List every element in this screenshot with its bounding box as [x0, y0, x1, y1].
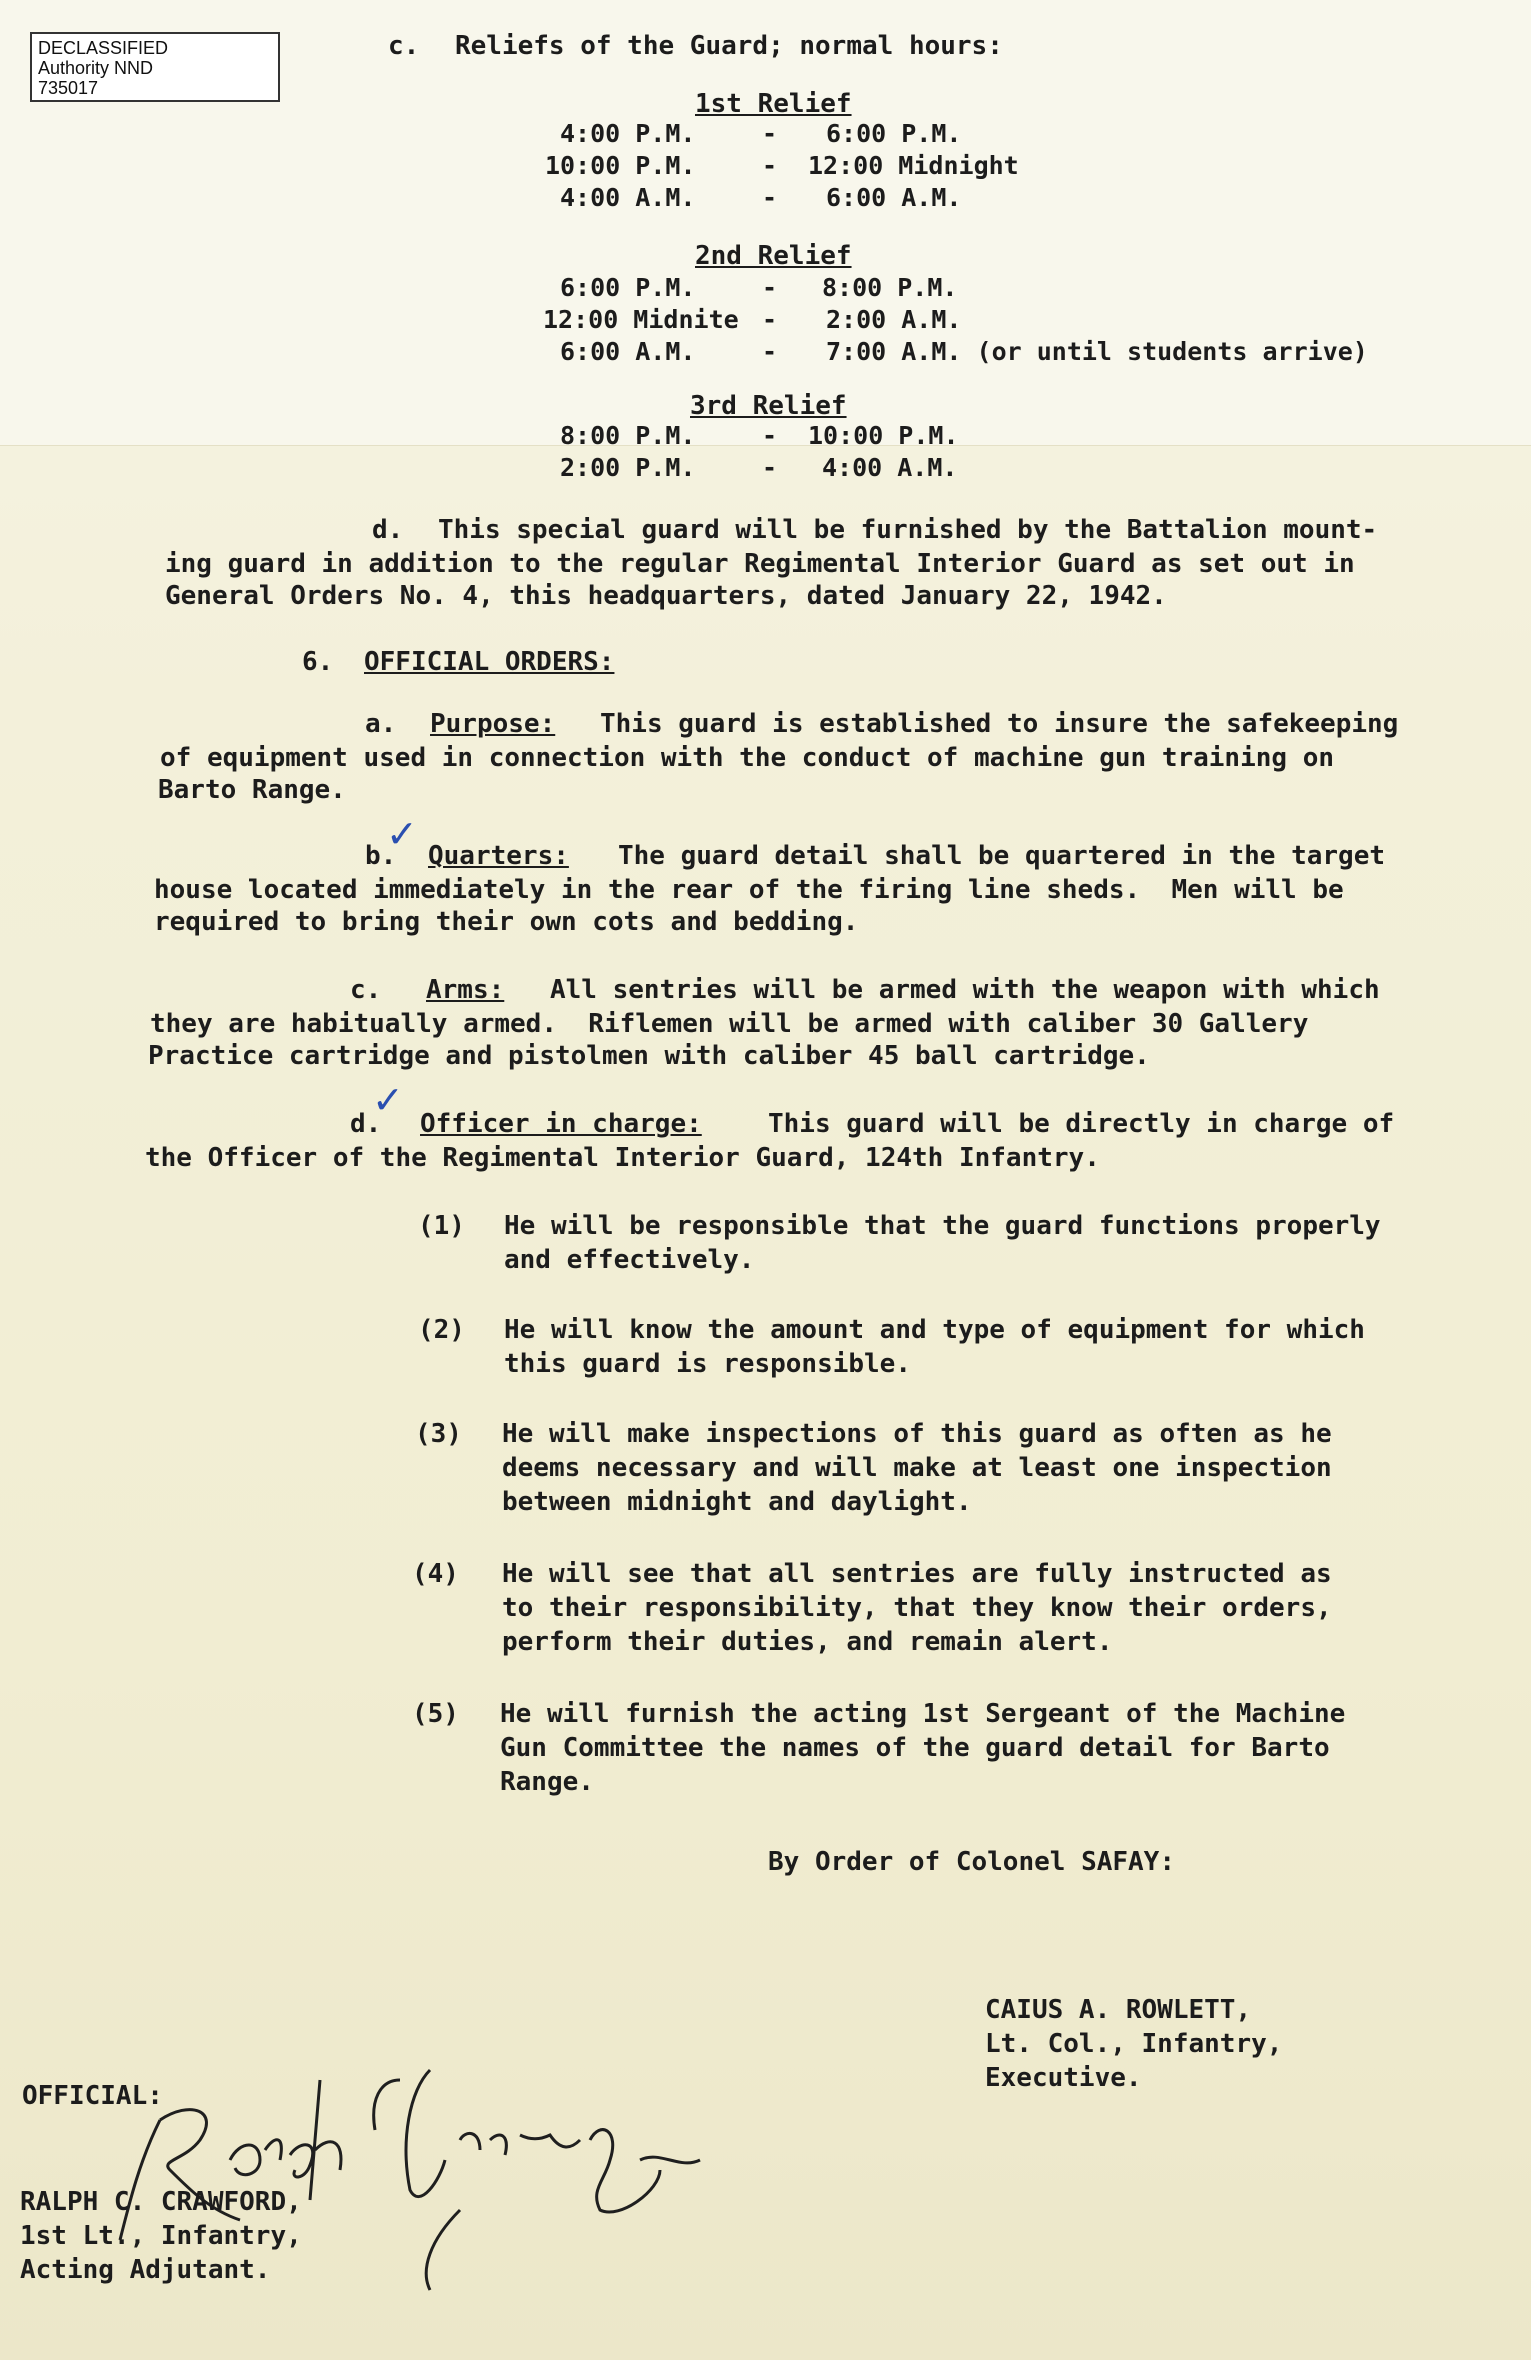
section-6-number: 6.: [302, 647, 334, 677]
relief-1-row-2-dash: -: [762, 151, 778, 180]
checkmark-icon: ✓: [372, 1078, 404, 1122]
official-title: Acting Adjutant.: [20, 2255, 271, 2285]
arms-line-1: All sentries will be armed with the weapon with which: [550, 975, 1380, 1005]
stamp-line-2: Authority NND: [38, 58, 154, 78]
checkmark-icon: ✓: [386, 812, 418, 856]
arms-line-3: Practice cartridge and pistolmen with caliber 45 ball cartridge.: [148, 1041, 1150, 1071]
relief-1-row-1-dash: -: [762, 119, 778, 148]
executive-rank: Lt. Col., Infantry,: [985, 2029, 1283, 2059]
stamp-line-1: DECLASSIFIED: [38, 38, 169, 58]
quarters-label: Quarters:: [428, 841, 569, 871]
relief-3-row-1-from: 8:00 P.M.: [560, 421, 696, 450]
para-d-line-1: This special guard will be furnished by the Battalion mount-: [438, 515, 1378, 545]
arms-line-2: they are habitually armed. Riflemen will be armed with caliber 30 Gallery: [150, 1009, 1309, 1039]
official-label: OFFICIAL:: [22, 2081, 163, 2111]
relief-3-row-2-from: 2:00 P.M.: [560, 453, 696, 482]
quarters-line-1: The guard detail shall be quartered in the target: [618, 841, 1386, 871]
relief-2-row-1-from: 6:00 P.M.: [560, 273, 696, 302]
relief-3-row-1-to: 10:00 P.M.: [808, 421, 959, 450]
relief-2-row-3-dash: -: [762, 337, 778, 366]
item-3-number: (3): [415, 1419, 462, 1449]
purpose-line-1: This guard is established to insure the safekeeping: [600, 709, 1399, 739]
relief-1-row-1-from: 4:00 P.M.: [560, 119, 696, 148]
relief-1-row-2-from: 10:00 P.M.: [545, 151, 696, 180]
item-2-line-2: this guard is responsible.: [504, 1349, 911, 1379]
reliefs-letter: c.: [388, 31, 420, 61]
item-1-line-1: He will be responsible that the guard functions properly: [504, 1211, 1381, 1241]
relief-2-row-2-to: 2:00 A.M.: [826, 305, 962, 334]
item-1-number: (1): [418, 1211, 465, 1241]
relief-3-row-2-to: 4:00 A.M.: [822, 453, 958, 482]
relief-3-title: 3rd Relief: [690, 391, 847, 421]
item-4-line-2: to their responsibility, that they know their orders,: [502, 1593, 1332, 1623]
relief-2-title: 2nd Relief: [695, 241, 852, 271]
officer-line-1: This guard will be directly in charge of: [768, 1109, 1395, 1139]
relief-1-row-2-to: 12:00 Midnight: [808, 151, 1019, 180]
purpose-label: Purpose:: [430, 709, 556, 739]
relief-2-row-3-to: 7:00 A.M. (or until students arrive): [826, 337, 1368, 366]
arms-letter: c.: [350, 975, 382, 1005]
section-6-title: OFFICIAL ORDERS:: [364, 647, 615, 677]
purpose-line-3: Barto Range.: [158, 775, 346, 805]
relief-2-row-1-to: 8:00 P.M.: [822, 273, 958, 302]
quarters-letter: b.: [365, 841, 397, 871]
para-d-line-2: ing guard in addition to the regular Regimental Interior Guard as set out in: [165, 549, 1355, 579]
officer-label: Officer in charge:: [420, 1109, 702, 1139]
relief-2-row-2-dash: -: [762, 305, 778, 334]
reliefs-heading: Reliefs of the Guard; normal hours:: [455, 31, 1003, 61]
relief-2-row-2-from: 12:00 Midnite: [543, 305, 739, 334]
relief-1-title: 1st Relief: [695, 89, 852, 119]
item-3-line-2: deems necessary and will make at least one inspection: [502, 1453, 1332, 1483]
item-2-line-1: He will know the amount and type of equipment for which: [504, 1315, 1365, 1345]
executive-title: Executive.: [985, 2063, 1142, 2093]
item-5-line-1: He will furnish the acting 1st Sergeant of the Machine: [500, 1699, 1346, 1729]
relief-1-row-1-to: 6:00 P.M.: [826, 119, 962, 148]
para-d-letter: d.: [372, 515, 404, 545]
relief-1-row-3-dash: -: [762, 183, 778, 212]
officer-letter: d.: [350, 1109, 382, 1139]
item-5-line-2: Gun Committee the names of the guard detail for Barto: [500, 1733, 1330, 1763]
arms-label: Arms:: [426, 975, 505, 1005]
item-4-number: (4): [412, 1559, 459, 1589]
quarters-line-3: required to bring their own cots and bedding.: [154, 907, 859, 937]
relief-1-row-3-to: 6:00 A.M.: [826, 183, 962, 212]
declassified-stamp: [30, 32, 280, 102]
relief-3-row-1-dash: -: [762, 421, 778, 450]
item-1-line-2: and effectively.: [504, 1245, 755, 1275]
purpose-letter: a.: [365, 709, 397, 739]
item-5-number: (5): [412, 1699, 459, 1729]
official-name: RALPH C. CRAWFORD,: [20, 2187, 302, 2217]
relief-3-row-2-dash: -: [762, 453, 778, 482]
relief-2-row-3-from: 6:00 A.M.: [560, 337, 696, 366]
item-2-number: (2): [418, 1315, 465, 1345]
relief-2-row-1-dash: -: [762, 273, 778, 302]
item-5-line-3: Range.: [500, 1767, 594, 1797]
by-order-line: By Order of Colonel SAFAY:: [768, 1847, 1175, 1877]
purpose-line-2: of equipment used in connection with the conduct of machine gun training on: [160, 743, 1334, 773]
quarters-line-2: house located immediately in the rear of the firing line sheds. Men will be: [154, 875, 1344, 905]
executive-name: CAIUS A. ROWLETT,: [985, 1995, 1252, 2025]
item-4-line-3: perform their duties, and remain alert.: [502, 1627, 1113, 1657]
para-d-line-3: General Orders No. 4, this headquarters, dated January 22, 1942.: [165, 581, 1167, 611]
item-3-line-3: between midnight and daylight.: [502, 1487, 972, 1517]
officer-line-2: the Officer of the Regimental Interior Guard, 124th Infantry.: [145, 1143, 1100, 1173]
official-rank: 1st Lt., Infantry,: [20, 2221, 302, 2251]
item-3-line-1: He will make inspections of this guard as often as he: [502, 1419, 1332, 1449]
item-4-line-1: He will see that all sentries are fully instructed as: [502, 1559, 1332, 1589]
stamp-line-3: 735017: [38, 78, 99, 98]
relief-1-row-3-from: 4:00 A.M.: [560, 183, 696, 212]
